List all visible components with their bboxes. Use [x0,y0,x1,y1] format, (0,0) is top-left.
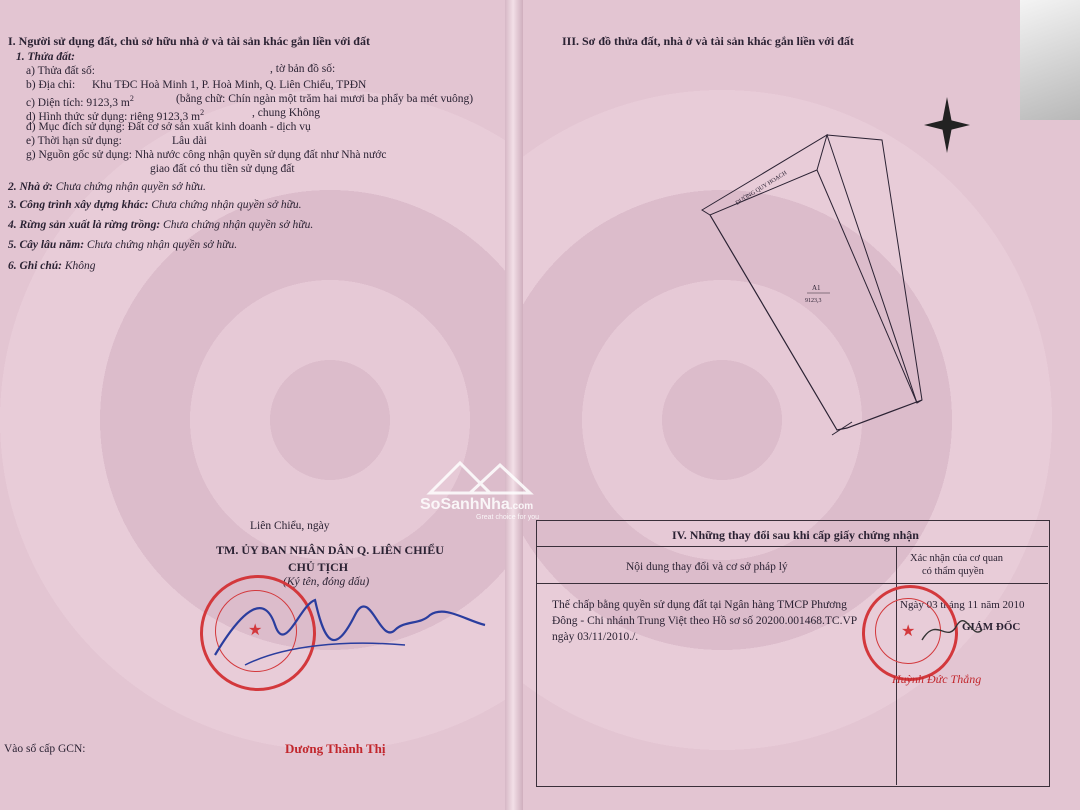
area-words: (bằng chữ: Chín ngàn một trăm hai mươi ba phẩy ba mét vuông) [176,93,474,105]
register-label: Vào sổ cấp GCN: [4,743,86,755]
term-value: Lâu dài [172,135,207,147]
term-label: e) Thời hạn sử dụng: [26,135,122,147]
item-1-label: 1. Thửa đất: [16,51,75,63]
confirm-title: GIÁM ĐỐC [962,621,1021,633]
parcel-label: A1 [812,284,821,292]
origin-line: g) Nguồn gốc sử dụng: Nhà nước công nhận quyền sử dụng đất như Nhà nước [26,149,387,161]
signer-name: Dương Thành Thị [285,741,386,756]
paper-corner [1020,0,1080,120]
area-label: c) Diện tích: 9123,3 $m^2$ [26,94,134,109]
address-label: b) Địa chỉ: [26,79,76,91]
note-line: 6. Ghi chú: Không [8,260,96,272]
col-content-header: Nội dung thay đổi và cơ sở pháp lý [626,561,788,573]
construction-line: 3. Công trình xây dựng khác: Chưa chứng nhận quyền sở hữu. [8,199,302,211]
authority-title: TM. ỦY BAN NHÂN DÂN Q. LIÊN CHIỂU [216,543,444,557]
usage-form-label: d) Hình thức sử dụng: riêng 9123,3 $m^2$ [26,108,205,123]
address-value: Khu TĐC Hoà Minh 1, P. Hoà Minh, Q. Liên Chiểu, TPĐN [92,79,367,91]
chairman-title: CHỦ TỊCH [288,560,349,574]
page-fold [505,0,523,810]
house-line: 2. Nhà ở: Chưa chứng nhận quyền sở hữu. [8,181,206,193]
col-confirm-header-2: có thẩm quyền [922,566,984,577]
house-logo-icon [420,455,540,495]
director-signature [917,610,987,650]
watermark [420,455,540,521]
origin-line-2: giao đất có thu tiền sử dụng đất [150,163,295,175]
forest-line: 4. Rừng sản xuất là rừng trồng: Chưa chứng nhận quyền sở hữu. [8,219,314,231]
watermark-brand: SoSanhNha.com [420,496,534,513]
change-entry-line-1: Thế chấp bằng quyền sử dụng đất tại Ngân hàng TMCP Phương [552,599,847,611]
left-page [0,0,515,810]
street-label: ĐƯỜNG QUY HOẠCH [734,170,789,207]
confirm-date: Ngày 03 tháng 11 năm 2010 [900,599,1025,611]
right-page [512,0,1080,810]
place-date: Liên Chiểu, ngày [250,520,330,532]
sign-note: (Ký tên, đóng dấu) [283,576,370,588]
section-3-heading: III. Sơ đồ thửa đất, nhà ở và tài sản khác gắn liền với đất [562,34,854,48]
map-sheet-label: , tờ bản đồ số: [270,63,336,75]
confirm-signer: Huỳnh Đức Thắng [892,672,982,686]
watermark-tagline: Great choice for you [476,514,540,521]
change-entry-line-2: Đông - Chi nhánh Trung Việt theo Hồ sơ số 20200.001468.TC.VP [552,615,858,627]
parcel-area-label: 9123,3 [805,298,822,304]
parcel-number-label: a) Thửa đất số: [26,65,95,77]
parcel-map [652,110,952,450]
usage-form-shared: , chung Không [252,107,321,119]
official-seal-right: ★ [862,585,958,681]
official-seal-left: ★ [200,575,316,691]
col-confirm-header-1: Xác nhận của cơ quan [910,553,1004,564]
section-1-heading: I. Người sử dụng đất, chủ sở hữu nhà ở và tài sản khác gắn liền với đất [8,34,370,48]
change-entry-line-3: ngày 03/11/2010./. [552,631,639,643]
chairman-signature [205,585,495,675]
perennial-line: 5. Cây lâu năm: Chưa chứng nhận quyền sở hữu. [8,239,238,251]
section-4-heading: IV. Những thay đổi sau khi cấp giấy chứng nhận [672,528,919,542]
purpose-line: đ) Mục đích sử dụng: Đất cơ sở sản xuất kinh doanh - dịch vụ [26,121,311,133]
